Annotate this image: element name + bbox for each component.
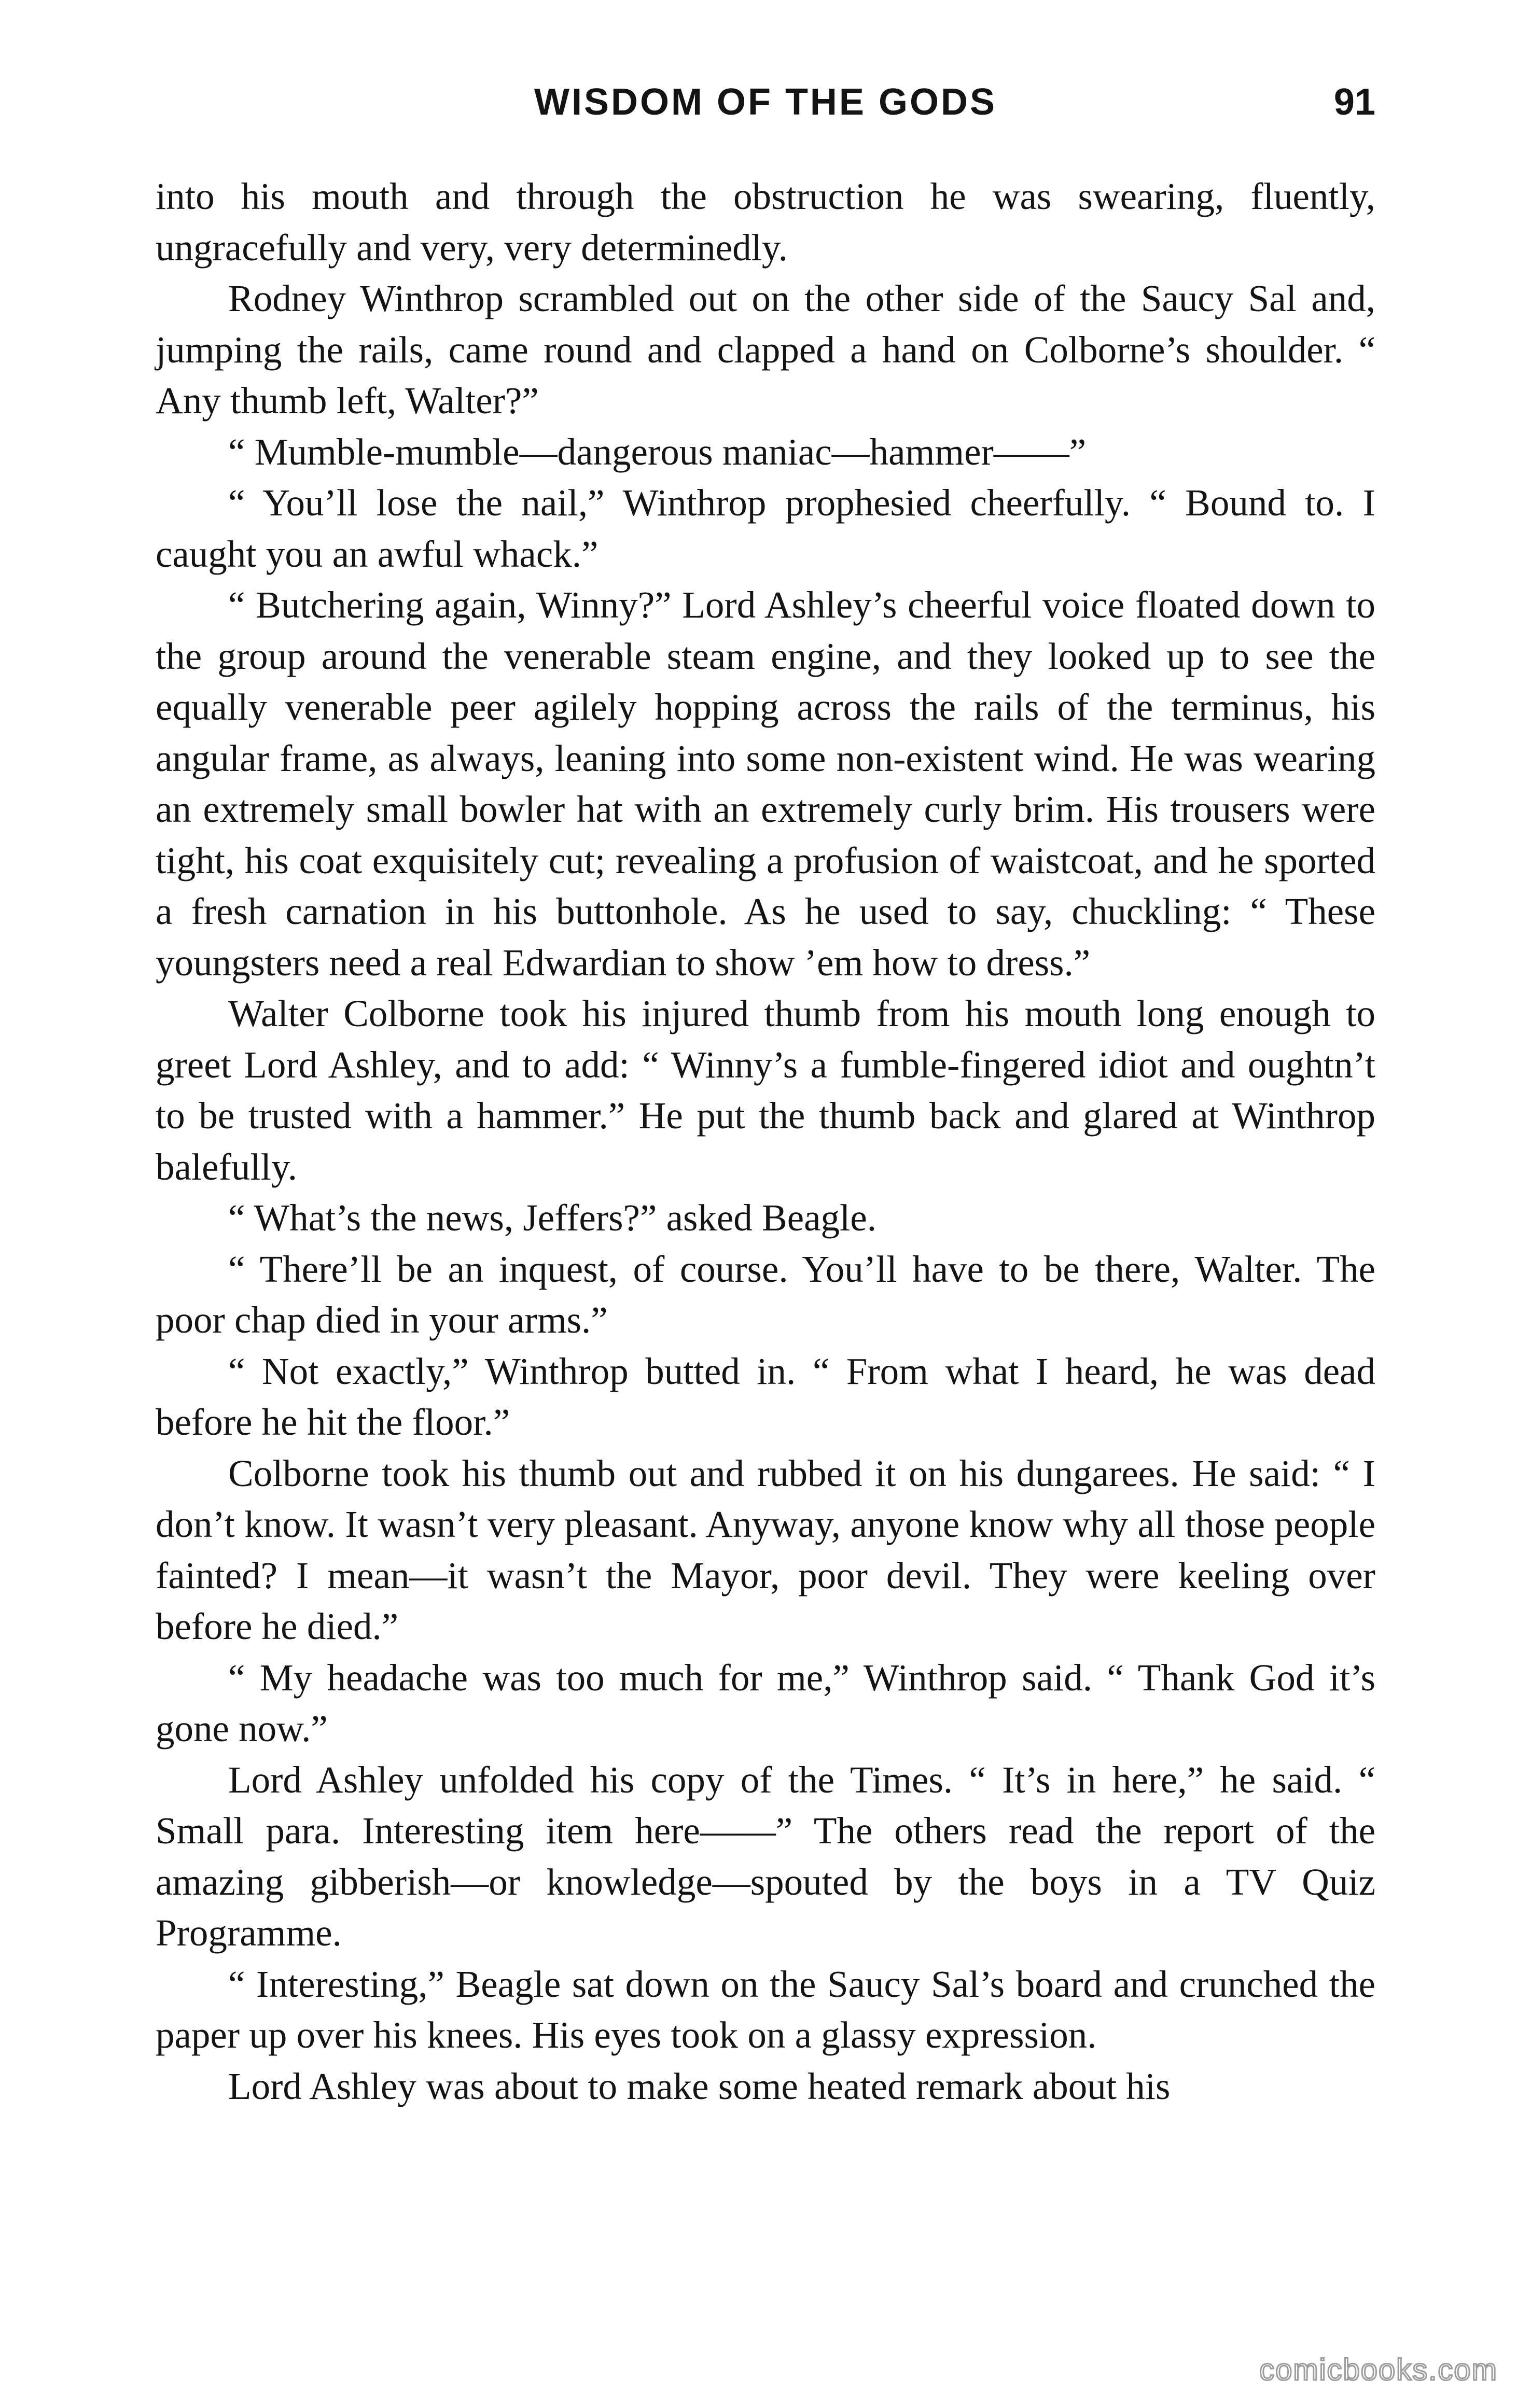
paragraph: Rodney Winthrop scrambled out on the other side of the Saucy Sal and, jumping the rails, came round and clapped a hand on Colborne’s shoulder. “ Any thumb left, Walter?” bbox=[156, 277, 1375, 422]
paragraph: “ There’ll be an inquest, of course. You’ll have to be there, Walter. The poor chap died in your arms.” bbox=[156, 1248, 1375, 1341]
page-header bbox=[156, 73, 1375, 135]
page-number: 91 bbox=[1333, 81, 1375, 123]
paragraph: “ Butchering again, Winny?” Lord Ashley’s cheerful voice floated down to the group around the venerable steam engine, and they looked up to see the equally venerable peer agilely hopping across the rails of the terminus, his angular frame, as always, leaning into some non-existent wind. He was wearing an extremely small bowler hat with an extremely curly brim. His trousers were tight, his coat exquisitely cut; revealing a profusion of waistcoat, and he sported a fresh carnation in his buttonhole. As he used to say, chuckling: “ These youngsters need a real Edwardian to show ’em how to dress.” bbox=[156, 584, 1375, 984]
paragraph: “ You’ll lose the nail,” Winthrop prophesied cheerfully. “ Bound to. I caught you an awful whack.” bbox=[156, 482, 1375, 575]
watermark: comicbooks.com bbox=[1259, 2353, 1498, 2387]
paragraph: “ Interesting,” Beagle sat down on the Saucy Sal’s board and crunched the paper up over his knees. His eyes took on a glassy expression. bbox=[156, 1963, 1375, 2056]
paragraph: into his mouth and through the obstruction he was swearing, fluently, ungracefully and very, very determinedly. bbox=[156, 175, 1375, 269]
paragraph: “ Not exactly,” Winthrop butted in. “ From what I heard, he was dead before he hit the floor.” bbox=[156, 1350, 1375, 1443]
running-head: WISDOM OF THE GODS bbox=[534, 81, 997, 123]
paragraph: Walter Colborne took his injured thumb from his mouth long enough to greet Lord Ashley, and to add: “ Winny’s a fumble-fingered idiot and oughtn’t to be trusted with a hammer.” He put the thumb back and glared at Winthrop balefully. bbox=[156, 992, 1375, 1188]
body-text bbox=[156, 171, 1375, 2112]
paragraph: “ My headache was too much for me,” Winthrop said. “ Thank God it’s gone now.” bbox=[156, 1656, 1375, 1749]
paragraph: Colborne took his thumb out and rubbed it on his dungarees. He said: “ I don’t know. It wasn’t very pleasant. Anyway, anyone know why all those people fainted? I mean—it wasn’t the Mayor, poor devil. They were keeling over before he died.” bbox=[156, 1452, 1375, 1647]
paragraph: Lord Ashley was about to make some heated remark about his bbox=[228, 2065, 1171, 2107]
paragraph: “ What’s the news, Jeffers?” asked Beagle. bbox=[228, 1197, 876, 1239]
paragraph: Lord Ashley unfolded his copy of the Times. “ It’s in here,” he said. “ Small para. Interesting item here——” The others read the report of the amazing gibberish—or knowledge—spouted by the boys in a TV Quiz Programme. bbox=[156, 1758, 1375, 1954]
paragraph: “ Mumble-mumble—dangerous maniac—hammer——” bbox=[228, 430, 1087, 473]
